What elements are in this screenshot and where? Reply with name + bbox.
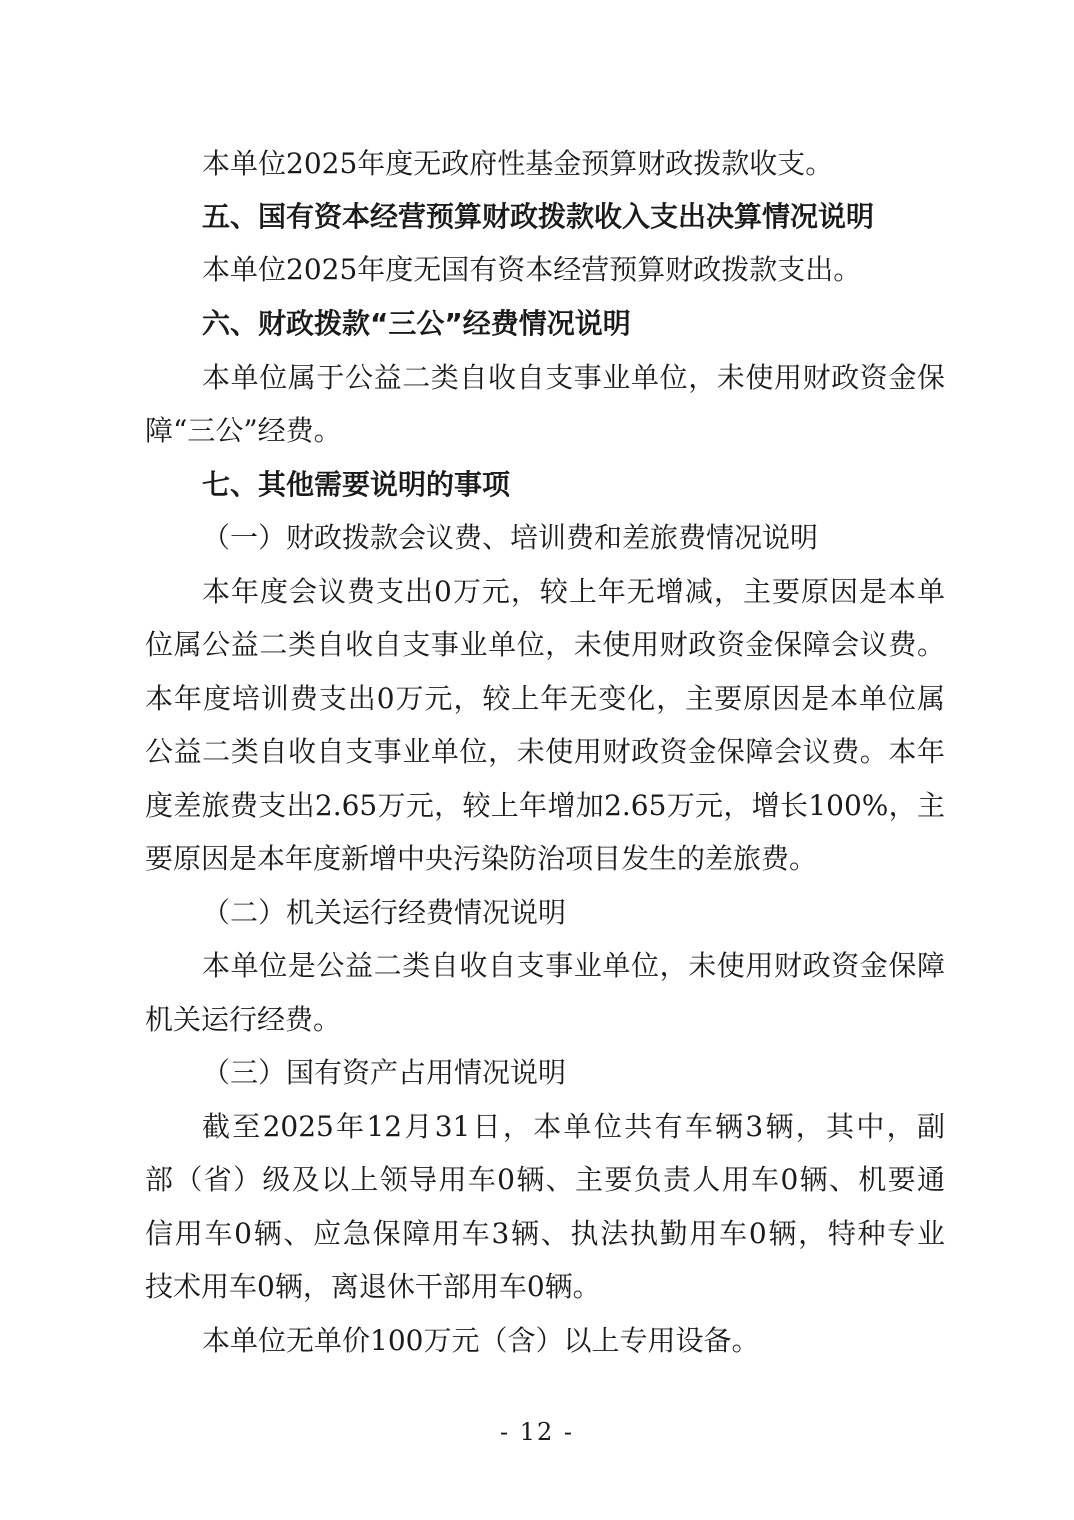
section-heading: 七、其他需要说明的事项 (202, 468, 511, 501)
paragraph-line: 技术用车0辆，离退休干部用车0辆。 (145, 1270, 601, 1303)
paragraph-line: 障“三公”经费。 (145, 414, 342, 447)
paragraph-line: 信用车0辆、应急保障用车3辆、执法执勤用车0辆，特种专业 (145, 1217, 945, 1250)
paragraph-line: 机关运行经费。 (145, 1003, 342, 1036)
section-heading: 五、国有资本经营预算财政拨款收入支出决算情况说明 (202, 200, 875, 233)
paragraph-line: 本单位属于公益二类自收自支事业单位，未使用财政资金保 (202, 361, 945, 394)
paragraph-line: 本年度培训费支出0万元，较上年无变化，主要原因是本单位属 (145, 682, 945, 715)
page-number: - 12 - (499, 1418, 574, 1446)
paragraph-line: 本单位2025年度无政府性基金预算财政拨款收支。 (202, 147, 834, 180)
section-heading: 六、财政拨款“三公”经费情况说明 (202, 307, 631, 340)
paragraph-line: 截至2025年12月31日，本单位共有车辆3辆，其中，副 (202, 1110, 945, 1143)
subsection-heading: （一）财政拨款会议费、培训费和差旅费情况说明 (202, 521, 819, 554)
subsection-heading: （三）国有资产占用情况说明 (202, 1056, 567, 1089)
paragraph-line: 本年度会议费支出0万元，较上年无增减，主要原因是本单 (202, 575, 945, 608)
paragraph-line: 部（省）级及以上领导用车0辆、主要负责人用车0辆、机要通 (145, 1163, 945, 1196)
paragraph-line: 要原因是本年度新增中央污染防治项目发生的差旅费。 (145, 842, 818, 875)
paragraph-line: 本单位2025年度无国有资本经营预算财政拨款支出。 (202, 253, 862, 286)
paragraph-line: 本单位无单价100万元（含）以上专用设备。 (202, 1324, 760, 1357)
paragraph-line: 本单位是公益二类自收自支事业单位，未使用财政资金保障 (202, 949, 945, 982)
paragraph-line: 度差旅费支出2.65万元，较上年增加2.65万元，增长100%，主 (145, 789, 945, 822)
paragraph-line: 位属公益二类自收自支事业单位，未使用财政资金保障会议费。 (145, 628, 945, 661)
paragraph-line: 公益二类自收自支事业单位，未使用财政资金保障会议费。本年 (145, 735, 945, 768)
subsection-heading: （二）机关运行经费情况说明 (202, 896, 567, 929)
